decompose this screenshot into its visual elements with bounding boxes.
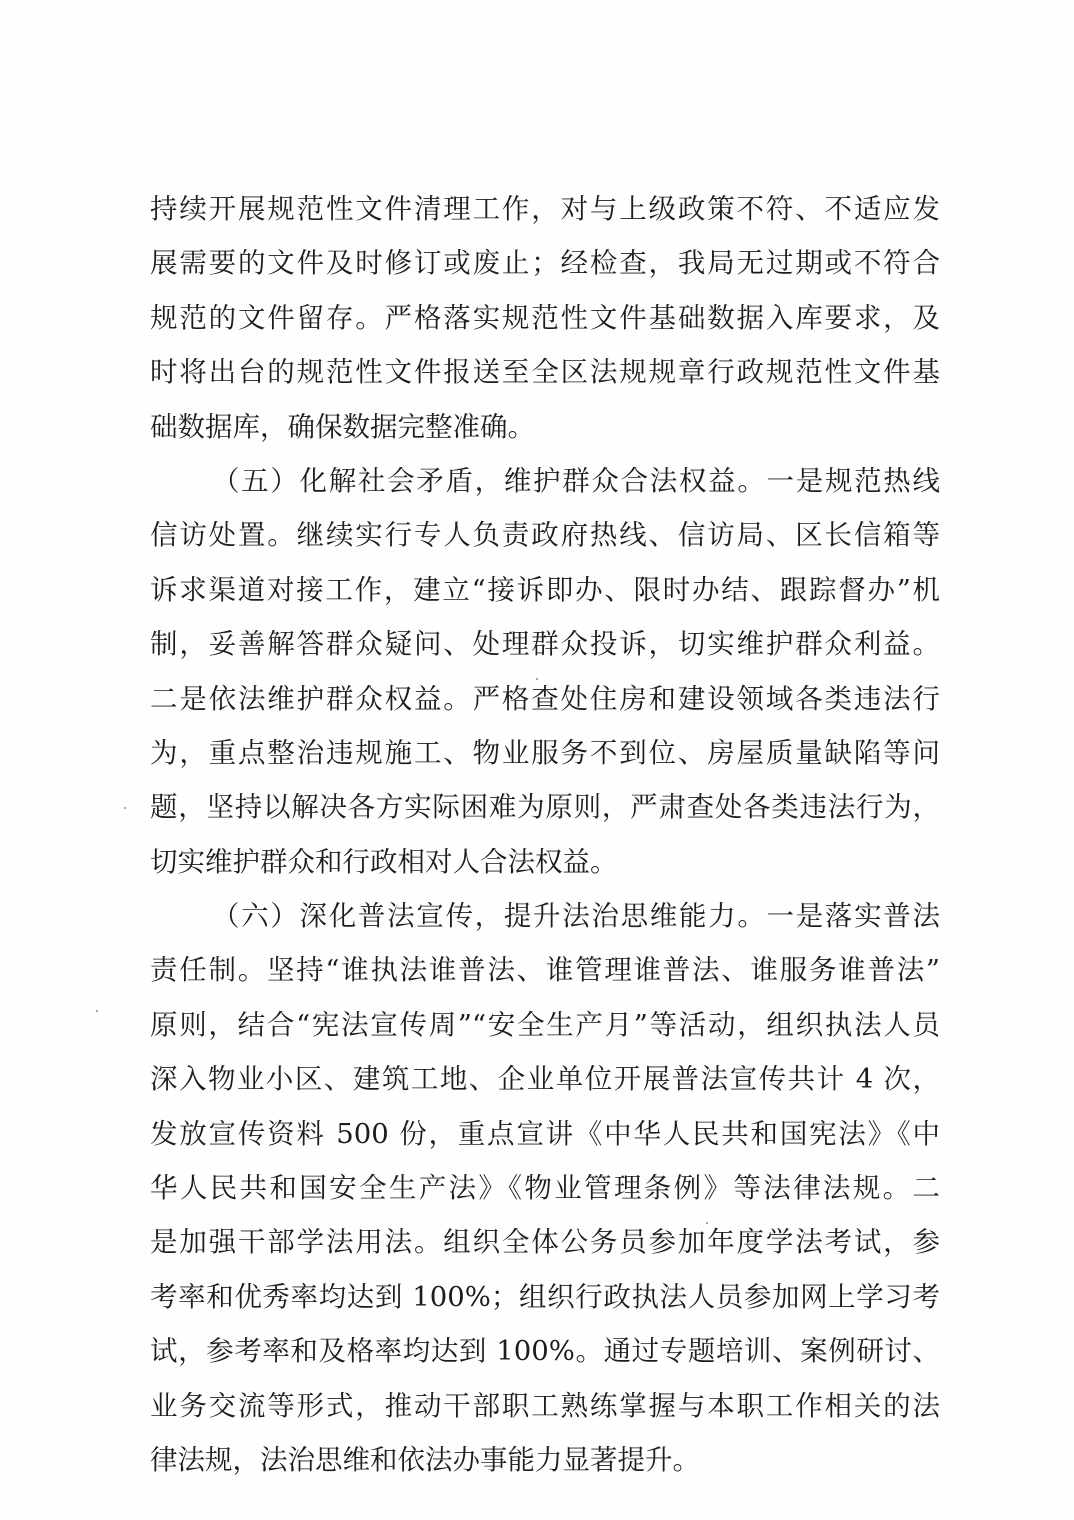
body-line: 华人民共和国安全生产法》《物业管理条例》等法律法规。二 [150,1172,940,1205]
body-line: 础数据库，确保数据完整准确。 [150,410,535,443]
body-line: 考率和优秀率均达到 100%；组织行政执法人员参加网上学习考 [150,1280,940,1313]
body-line: 规范的文件留存。严格落实规范性文件基础数据入库要求，及 [150,301,940,334]
body-line: 时将出台的规范性文件报送至全区法规规章行政规范性文件基 [150,356,940,389]
scan-speck [124,807,126,809]
body-line: 诉求渠道对接工作，建立“接诉即办、限时办结、跟踪督办”机 [150,573,940,606]
body-line: 展需要的文件及时修订或废止；经检查，我局无过期或不符合 [150,247,940,280]
section-heading-line: （五）化解社会矛盾，维护群众合法权益。一是规范热线 [212,464,940,497]
body-line: 制，妥善解答群众疑问、处理群众投诉，切实维护群众利益。 [150,628,940,661]
body-line: 持续开展规范性文件清理工作，对与上级政策不符、不适应发 [150,193,940,225]
scan-speck [706,1222,708,1224]
scan-speck [536,678,538,680]
document-body [150,182,940,1487]
body-line: 题，坚持以解决各方实际困难为原则，严肃查处各类违法行为， [150,791,940,824]
body-line: 发放宣传资料 500 份，重点宣讲《中华人民共和国宪法》《中 [150,1117,940,1150]
body-line: 是加强干部学法用法。组织全体公务员参加年度学法考试，参 [150,1226,940,1259]
body-line: 责任制。坚持“谁执法谁普法、谁管理谁普法、谁服务谁普法” [150,954,940,987]
body-line: 信访处置。继续实行专人负责政府热线、信访局、区长信箱等 [150,519,940,552]
body-line: 切实维护群众和行政相对人合法权益。 [150,845,618,878]
body-line: 二是依法维护群众权益。严格查处住房和建设领域各类违法行 [150,682,940,715]
section-heading-line: （六）深化普法宣传，提升法治思维能力。一是落实普法 [212,900,940,933]
body-line: 试，参考率和及格率均达到 100%。通过专题培训、案例研讨、 [150,1335,940,1368]
body-line: 律法规，法治思维和依法办事能力显著提升。 [150,1443,700,1476]
body-line: 原则，结合“宪法宣传周”“安全生产月”等活动，组织执法人员 [150,1008,940,1041]
body-line: 深入物业小区、建筑工地、企业单位开展普法宣传共计 4 次， [150,1063,940,1096]
body-line: 业务交流等形式，推动干部职工熟练掌握与本职工作相关的法 [150,1389,940,1422]
scan-speck [96,1010,98,1012]
body-line: 为，重点整治违规施工、物业服务不到位、房屋质量缺陷等问 [150,736,940,769]
